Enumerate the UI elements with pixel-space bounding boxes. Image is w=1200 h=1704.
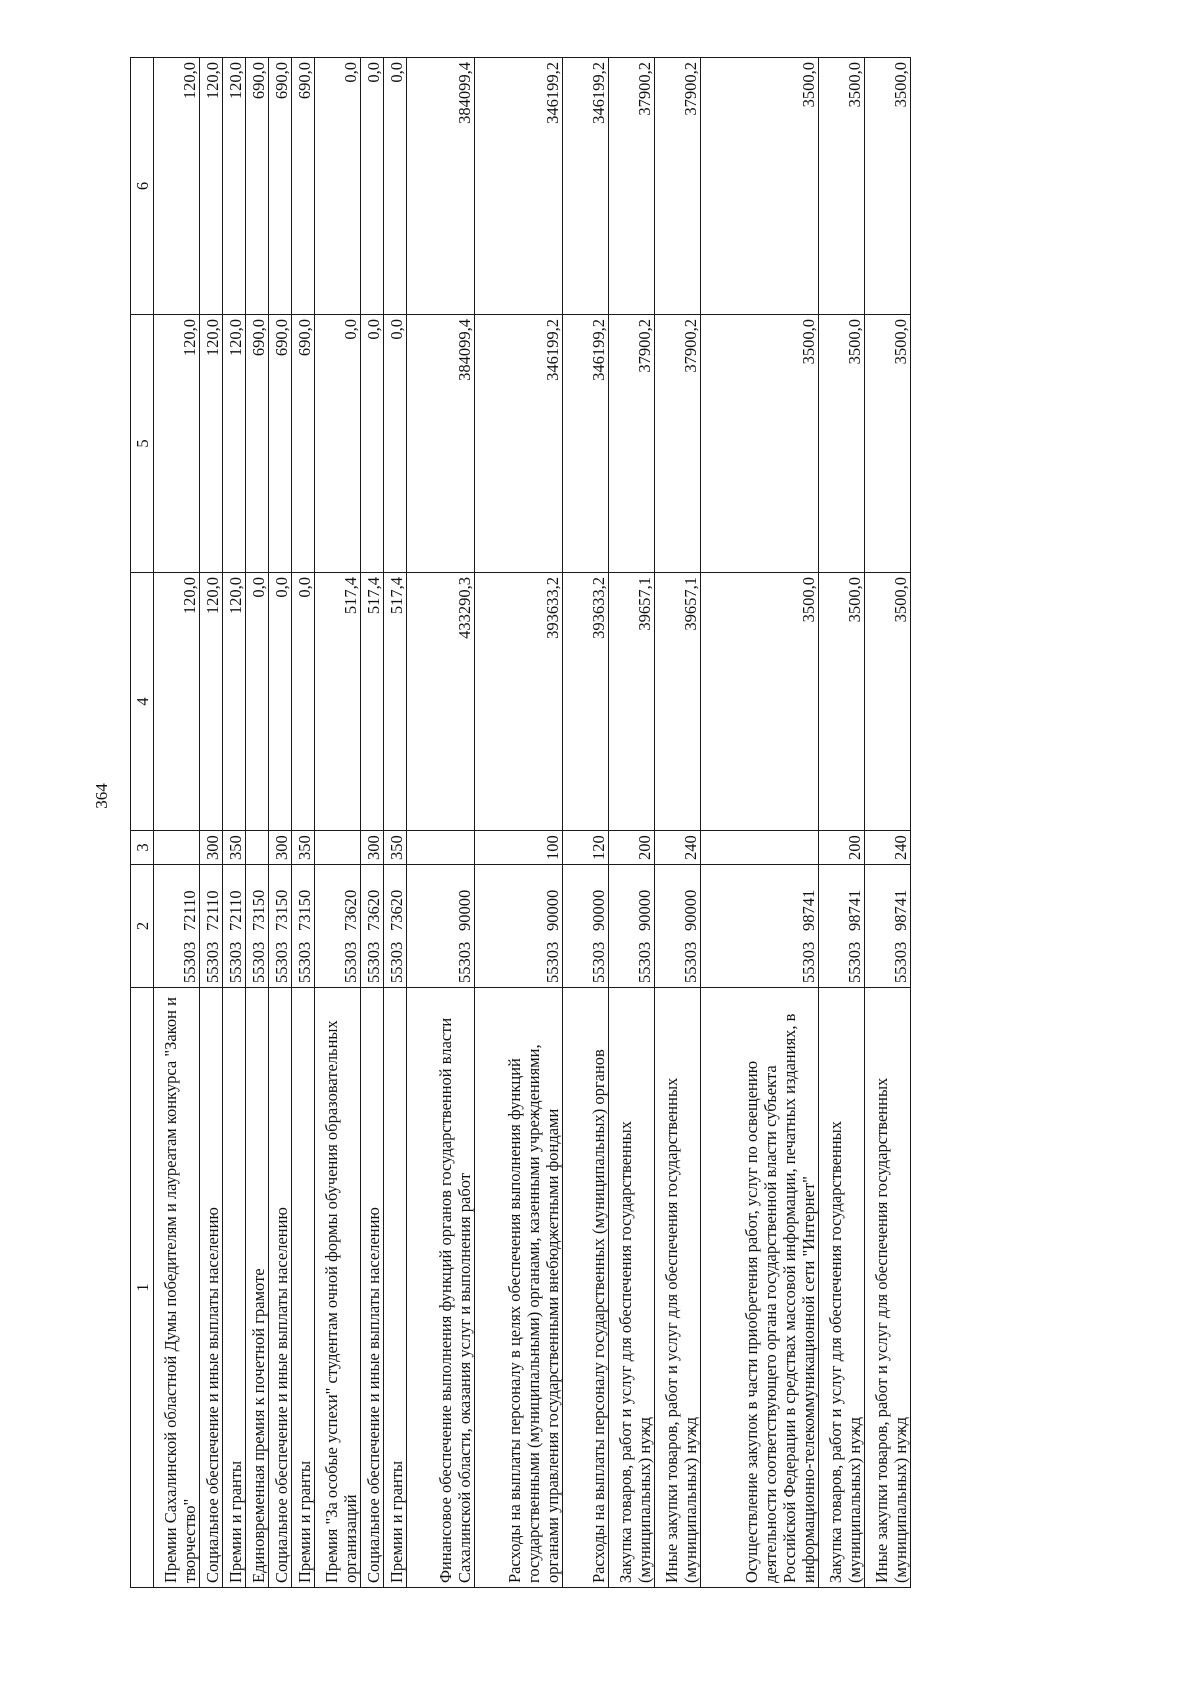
amount-cell-3: 690,0 bbox=[292, 58, 315, 315]
row-name-cell: Расходы на выплаты персоналу в целях обеспечения выполнения функций государственными (муниципальными) органами, казенными учреждениями, органами управления государственными внебюджетными фондами bbox=[475, 988, 563, 1588]
expense-type-cell: 120 bbox=[563, 831, 609, 865]
amount-cell-1: 0,0 bbox=[292, 573, 315, 831]
program-code: 55303 bbox=[387, 941, 406, 983]
amount-cell-2: 346199,2 bbox=[563, 315, 609, 573]
amount-cell-1: 120,0 bbox=[154, 573, 200, 831]
header-row bbox=[131, 58, 154, 1588]
target-code-cell bbox=[407, 865, 475, 988]
expense-type-cell: 350 bbox=[292, 831, 315, 865]
column-header-code: 2 bbox=[131, 865, 154, 988]
amount-cell-1: 517,4 bbox=[315, 573, 361, 831]
target-code-cell bbox=[655, 865, 701, 988]
expense-type-cell bbox=[701, 831, 819, 865]
expense-type-cell: 350 bbox=[223, 831, 246, 865]
program-code: 55303 bbox=[589, 941, 608, 983]
table-row bbox=[154, 58, 200, 1588]
amount-cell-1: 0,0 bbox=[269, 573, 292, 831]
amount-cell-3: 37900,2 bbox=[655, 58, 701, 315]
document-page bbox=[130, 58, 1060, 1588]
amount-cell-1: 393633,2 bbox=[475, 573, 563, 831]
program-code: 55303 bbox=[799, 941, 818, 983]
table-body bbox=[154, 58, 911, 1588]
target-code-cell bbox=[384, 865, 407, 988]
direction-code: 73620 bbox=[341, 889, 360, 931]
table-row bbox=[475, 58, 563, 1588]
expense-type-cell: 100 bbox=[475, 831, 563, 865]
program-code: 55303 bbox=[203, 941, 222, 983]
table-row bbox=[865, 58, 911, 1588]
direction-code: 90000 bbox=[543, 889, 562, 931]
row-name-cell: Премия "За особые успехи" студентам очной формы обучения образовательных организаций bbox=[315, 988, 361, 1588]
expense-type-cell: 350 bbox=[384, 831, 407, 865]
direction-code: 98741 bbox=[845, 889, 864, 931]
amount-cell-3: 0,0 bbox=[384, 58, 407, 315]
table-row bbox=[315, 58, 361, 1588]
table-row bbox=[246, 58, 269, 1588]
amount-cell-2: 0,0 bbox=[315, 315, 361, 573]
direction-code: 90000 bbox=[635, 889, 654, 931]
program-code: 55303 bbox=[272, 941, 291, 983]
program-code: 55303 bbox=[226, 941, 245, 983]
amount-cell-2: 37900,2 bbox=[609, 315, 655, 573]
amount-cell-1: 517,4 bbox=[361, 573, 384, 831]
amount-cell-2: 120,0 bbox=[200, 315, 223, 573]
target-code-cell bbox=[154, 865, 200, 988]
amount-cell-2: 690,0 bbox=[246, 315, 269, 573]
program-code: 55303 bbox=[455, 941, 474, 983]
expense-type-cell bbox=[407, 831, 475, 865]
page-number: 364 bbox=[92, 783, 111, 809]
budget-table bbox=[130, 57, 911, 1588]
row-name-cell: Социальное обеспечение и иные выплаты населению bbox=[361, 988, 384, 1588]
amount-cell-1: 39657,1 bbox=[609, 573, 655, 831]
amount-cell-2: 3500,0 bbox=[865, 315, 911, 573]
amount-cell-3: 690,0 bbox=[269, 58, 292, 315]
amount-cell-2: 0,0 bbox=[384, 315, 407, 573]
direction-code: 73620 bbox=[364, 889, 383, 931]
amount-cell-1: 120,0 bbox=[223, 573, 246, 831]
amount-cell-2: 3500,0 bbox=[701, 315, 819, 573]
direction-code: 72110 bbox=[180, 890, 199, 931]
amount-cell-1: 3500,0 bbox=[701, 573, 819, 831]
target-code-cell bbox=[246, 865, 269, 988]
expense-type-cell: 300 bbox=[269, 831, 292, 865]
amount-cell-3: 3500,0 bbox=[701, 58, 819, 315]
expense-type-cell: 240 bbox=[655, 831, 701, 865]
row-name-cell: Иные закупки товаров, работ и услуг для обеспечения государственных (муниципальных) нужд bbox=[865, 988, 911, 1588]
direction-code: 72110 bbox=[203, 890, 222, 931]
target-code-cell bbox=[563, 865, 609, 988]
table-row bbox=[655, 58, 701, 1588]
expense-type-cell bbox=[315, 831, 361, 865]
row-name-cell: Финансовое обеспечение выполнения функций органов государственной власти Сахалинской области, оказания услуг и выполнения работ bbox=[407, 988, 475, 1588]
target-code-cell bbox=[292, 865, 315, 988]
program-code: 55303 bbox=[341, 941, 360, 983]
amount-cell-3: 3500,0 bbox=[819, 58, 865, 315]
target-code-cell bbox=[819, 865, 865, 988]
amount-cell-2: 120,0 bbox=[154, 315, 200, 573]
program-code: 55303 bbox=[845, 941, 864, 983]
expense-type-cell bbox=[154, 831, 200, 865]
row-name-cell: Премии и гранты bbox=[223, 988, 246, 1588]
amount-cell-1: 0,0 bbox=[246, 573, 269, 831]
amount-cell-2: 384099,4 bbox=[407, 315, 475, 573]
target-code-cell bbox=[701, 865, 819, 988]
amount-cell-3: 0,0 bbox=[315, 58, 361, 315]
amount-cell-2: 690,0 bbox=[292, 315, 315, 573]
target-code-cell bbox=[865, 865, 911, 988]
program-code: 55303 bbox=[543, 941, 562, 983]
direction-code: 90000 bbox=[455, 889, 474, 931]
amount-cell-1: 39657,1 bbox=[655, 573, 701, 831]
direction-code: 72110 bbox=[226, 890, 245, 931]
amount-cell-1: 433290,3 bbox=[407, 573, 475, 831]
direction-code: 90000 bbox=[681, 889, 700, 931]
amount-cell-2: 346199,2 bbox=[475, 315, 563, 573]
program-code: 55303 bbox=[295, 941, 314, 983]
amount-cell-2: 0,0 bbox=[361, 315, 384, 573]
target-code-cell bbox=[223, 865, 246, 988]
column-header-name: 1 bbox=[131, 988, 154, 1588]
amount-cell-3: 384099,4 bbox=[407, 58, 475, 315]
target-code-cell bbox=[475, 865, 563, 988]
amount-cell-1: 393633,2 bbox=[563, 573, 609, 831]
table-row bbox=[701, 58, 819, 1588]
direction-code: 73150 bbox=[249, 889, 268, 931]
table-row bbox=[819, 58, 865, 1588]
row-name-cell: Закупка товаров, работ и услуг для обеспечения государственных (муниципальных) нужд bbox=[819, 988, 865, 1588]
amount-cell-3: 346199,2 bbox=[563, 58, 609, 315]
amount-cell-2: 3500,0 bbox=[819, 315, 865, 573]
table-row bbox=[269, 58, 292, 1588]
target-code-cell bbox=[361, 865, 384, 988]
table-row bbox=[407, 58, 475, 1588]
column-header-amount-2: 5 bbox=[131, 315, 154, 573]
row-name-cell: Премии и гранты bbox=[384, 988, 407, 1588]
direction-code: 98741 bbox=[891, 889, 910, 931]
program-code: 55303 bbox=[364, 941, 383, 983]
expense-type-cell: 200 bbox=[609, 831, 655, 865]
row-name-cell: Расходы на выплаты персоналу государственных (муниципальных) органов bbox=[563, 988, 609, 1588]
amount-cell-3: 690,0 bbox=[246, 58, 269, 315]
row-name-cell: Премии и гранты bbox=[292, 988, 315, 1588]
amount-cell-3: 120,0 bbox=[154, 58, 200, 315]
amount-cell-3: 120,0 bbox=[200, 58, 223, 315]
direction-code: 98741 bbox=[799, 889, 818, 931]
target-code-cell bbox=[200, 865, 223, 988]
expense-type-cell: 300 bbox=[361, 831, 384, 865]
row-name-cell: Осуществление закупок в части приобретения работ, услуг по освещению деятельности соответствующего органа государственной власти субъекта Российской Федерации в средствах массовой информации, печатных изданиях, в информационно-телекоммуникационной сети "Интернет" bbox=[701, 988, 819, 1588]
target-code-cell bbox=[315, 865, 361, 988]
amount-cell-3: 120,0 bbox=[223, 58, 246, 315]
table-row bbox=[200, 58, 223, 1588]
table-row bbox=[292, 58, 315, 1588]
amount-cell-3: 0,0 bbox=[361, 58, 384, 315]
row-name-cell: Иные закупки товаров, работ и услуг для обеспечения государственных (муниципальных) нужд bbox=[655, 988, 701, 1588]
target-code-cell bbox=[269, 865, 292, 988]
amount-cell-2: 690,0 bbox=[269, 315, 292, 573]
table-row bbox=[361, 58, 384, 1588]
amount-cell-1: 3500,0 bbox=[865, 573, 911, 831]
row-name-cell: Единовременная премия к почетной грамоте bbox=[246, 988, 269, 1588]
column-header-expense-type: 3 bbox=[131, 831, 154, 865]
table-row bbox=[609, 58, 655, 1588]
row-name-cell: Закупка товаров, работ и услуг для обеспечения государственных (муниципальных) нужд bbox=[609, 988, 655, 1588]
program-code: 55303 bbox=[249, 941, 268, 983]
program-code: 55303 bbox=[891, 941, 910, 983]
expense-type-cell: 200 bbox=[819, 831, 865, 865]
row-name-cell: Социальное обеспечение и иные выплаты населению bbox=[269, 988, 292, 1588]
direction-code: 90000 bbox=[589, 889, 608, 931]
table-row bbox=[563, 58, 609, 1588]
program-code: 55303 bbox=[635, 941, 654, 983]
amount-cell-2: 37900,2 bbox=[655, 315, 701, 573]
expense-type-cell: 300 bbox=[200, 831, 223, 865]
row-name-cell: Премии Сахалинской областной Думы победителям и лауреатам конкурса "Закон и творчество" bbox=[154, 988, 200, 1588]
table-row bbox=[223, 58, 246, 1588]
program-code: 55303 bbox=[180, 941, 199, 983]
amount-cell-1: 3500,0 bbox=[819, 573, 865, 831]
rotated-table-container bbox=[130, 58, 1060, 1588]
program-code: 55303 bbox=[681, 941, 700, 983]
amount-cell-1: 120,0 bbox=[200, 573, 223, 831]
column-header-amount-3: 6 bbox=[131, 58, 154, 315]
amount-cell-1: 517,4 bbox=[384, 573, 407, 831]
direction-code: 73150 bbox=[295, 889, 314, 931]
amount-cell-3: 37900,2 bbox=[609, 58, 655, 315]
amount-cell-3: 346199,2 bbox=[475, 58, 563, 315]
amount-cell-2: 120,0 bbox=[223, 315, 246, 573]
target-code-cell bbox=[609, 865, 655, 988]
direction-code: 73620 bbox=[387, 889, 406, 931]
column-header-amount-1: 4 bbox=[131, 573, 154, 831]
amount-cell-3: 3500,0 bbox=[865, 58, 911, 315]
table-row bbox=[384, 58, 407, 1588]
row-name-cell: Социальное обеспечение и иные выплаты населению bbox=[200, 988, 223, 1588]
expense-type-cell: 240 bbox=[865, 831, 911, 865]
expense-type-cell bbox=[246, 831, 269, 865]
direction-code: 73150 bbox=[272, 889, 291, 931]
